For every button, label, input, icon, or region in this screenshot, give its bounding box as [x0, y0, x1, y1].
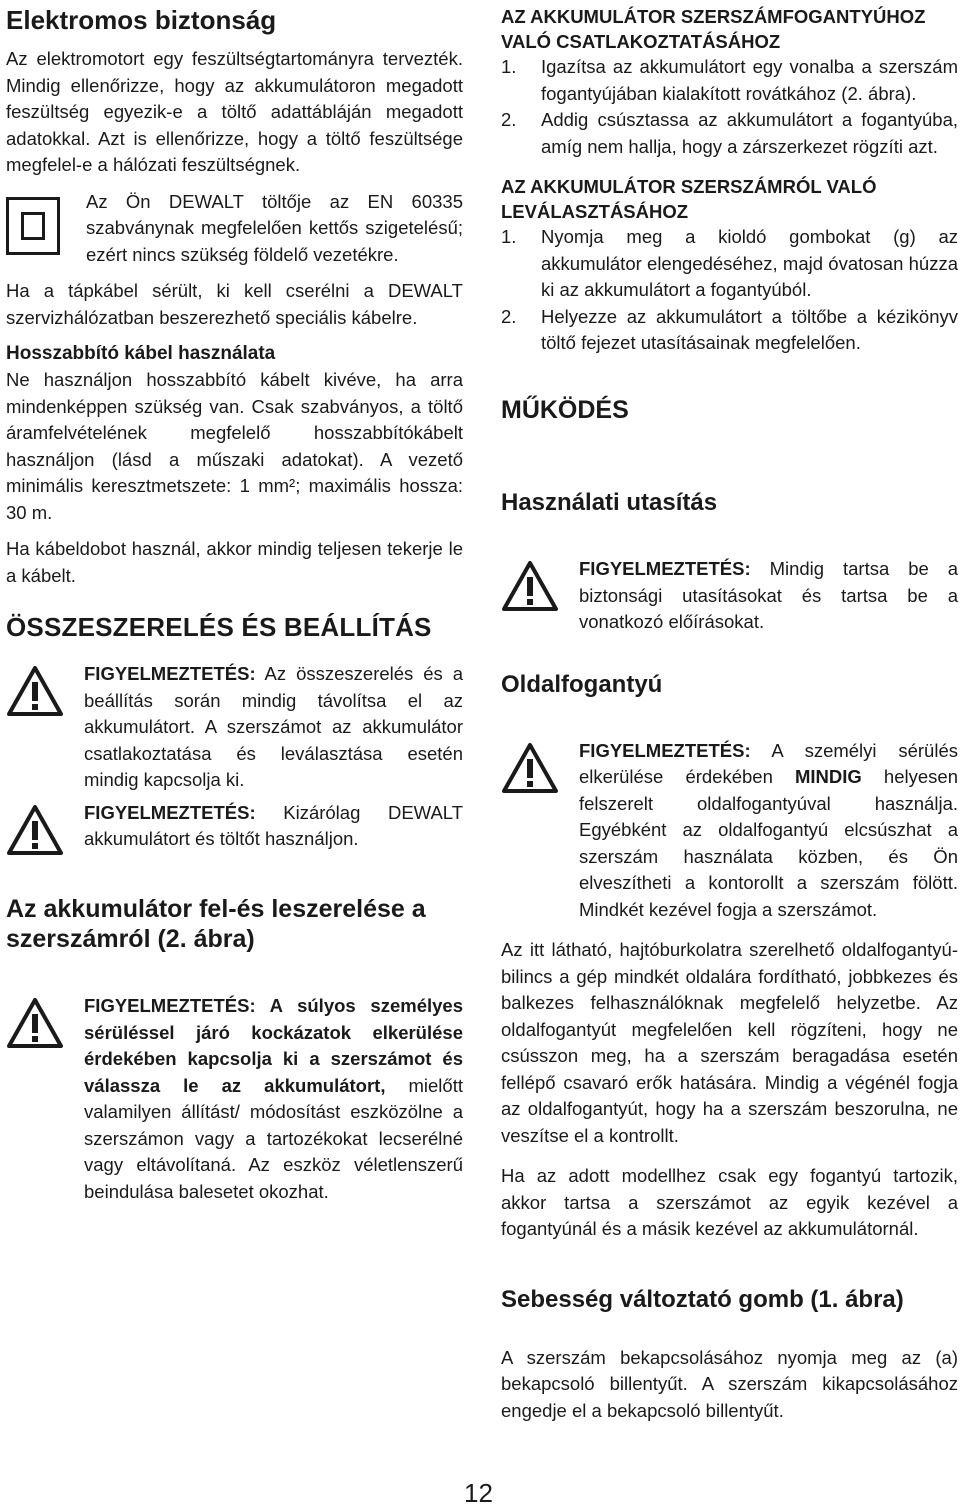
heading-side-handle: Oldalfogantyú — [501, 670, 663, 698]
warning-battery — [6, 993, 463, 1205]
heading-detach-battery: AZ AKKUMULÁTOR SZERSZÁMRÓL VALÓ LEVÁLASZTÁSÁHOZ — [501, 176, 877, 222]
detach-steps-list — [501, 224, 958, 357]
list-item: 1. Igazítsa az akkumulátort egy vonalba a szerszám fogantyújában kialakított rovátkához (2. ábra). — [501, 56, 958, 104]
warning-assembly-text: FIGYELMEZTETÉS: Az összeszerelés és a beállítás során mindig távolítsa el az akkumulátort. A szerszámot az akkumulátor csatlakoztatása és leválasztása esetén mindig kapcsolja ki. — [84, 663, 463, 790]
warning-label: FIGYELMEZTETÉS: — [84, 663, 256, 684]
double-insulation-text: Az Ön DEWALT töltője az EN 60335 szabványnak megfelelően kettős szigetelésű; ezért nincs szükség földelő vezetékre. — [86, 190, 463, 265]
list-item: 1. Nyomja meg a kioldó gombokat (g) az akkumulátor elengedéséhez, majd óvatosan húzza ki az akkumulátort a fogantyúból. — [501, 226, 958, 300]
warning-label: FIGYELMEZTETÉS: — [84, 995, 256, 1016]
warning-instructions — [501, 556, 958, 636]
warning-assembly — [6, 661, 463, 794]
right-column — [501, 4, 958, 1424]
heading-attach-battery: AZ AKKUMULÁTOR SZERSZÁMFOGANTYÚHOZ VALÓ CSATLAKOZTATÁSÁHOZ — [501, 6, 926, 52]
warning-label: FIGYELMEZTETÉS: — [84, 801, 256, 823]
extension-paragraph: Ne használjon hosszabbító kábelt kivéve, ha arra mindenképpen szükség van. Csak szabványos, a töltő áramfelvételének megfelelő hosszabbítókábelt használjon (lásd a műszaki adatokat). A vezető minimális keresztmetszete: 1 mm²; maximális hossza: 30 m. — [6, 369, 463, 523]
attach-steps-list — [501, 54, 958, 160]
warning-triangle-icon — [501, 560, 559, 612]
warning-label: FIGYELMEZTETÉS: — [579, 739, 751, 761]
heading-electrical-safety: Elektromos biztonság — [6, 5, 277, 35]
warning-triangle-icon — [6, 804, 64, 856]
heading-extension-cable: Hosszabbító kábel használata — [6, 343, 276, 364]
heading-battery-install: Az akkumulátor fel-és leszerelése a szerszámról (2. ábra) — [6, 895, 426, 954]
list-item: 2. Addig csúsztassa az akkumulátort a fogantyúba, amíg nem hallja, hogy a zárszerkezet rögzíti azt. — [501, 109, 958, 157]
warning-side-handle — [501, 738, 958, 924]
heading-speed-switch: Sebesség változtató gomb (1. ábra) — [501, 1285, 904, 1313]
single-handle-paragraph: Ha az adott modellhez csak egy fogantyú tartozik, akkor tartsa a szerszámot az egyik kezével a fogantyúnál és a másik kezével az akkumulátornál. — [501, 1165, 958, 1239]
cable-reel-paragraph: Ha kábeldobot használ, akkor mindig teljesen tekerje le a kábelt. — [6, 538, 463, 586]
double-insulation-icon — [6, 197, 66, 261]
warning-dewalt-text: FIGYELMEZTETÉS: Kizárólag DEWALT akkumulátort és töltőt használjon. — [84, 801, 463, 849]
warning-triangle-icon — [6, 665, 64, 717]
cable-paragraph: Ha a tápkábel sérült, ki kell cserélni a DEWALT szervizhálózatban beszerezhető speciális kábelre. — [6, 280, 463, 328]
list-item: 2. Helyezze az akkumulátort a töltőbe a kézikönyv töltő fejezet utasításainak megfelelően. — [501, 305, 958, 353]
warning-instructions-text: FIGYELMEZTETÉS: Mindig tartsa be a biztonsági utasításokat és tartsa be a vonatkozó előírásokat. — [579, 558, 958, 632]
handle-paragraph: Az itt látható, hajtóburkolatra szerelhető oldalfogantyú-bilincs a gép mindkét oldalára fordítható, jobbkezes és balkezes felhasználóknak megfelelő helyzetbe. Az oldalfogantyút megfelelően kell rögzíteni, hogy ne csússzon meg, ha a szerszám beragadása esetén fellépő csavaró erők hatására. Mindig a végénél fogja az oldalfogantyút, hogy ha a szerszám beszorulna, ne veszítse el a kontrollt. — [501, 939, 958, 1146]
warning-triangle-icon — [6, 997, 64, 1049]
double-insulation-block — [6, 189, 463, 269]
page-number: 12 — [464, 1478, 493, 1508]
warning-dewalt-only — [6, 800, 463, 856]
voltage-paragraph: Az elektromotort egy feszültségtartományra tervezték. Mindig ellenőrizze, hogy az akkumulátoron megadott feszültség egyezik-e a töltő adattábláján megadott adatokkal. Azt is ellenőrizze, hogy a töltő feszültsége megfelel-e a hálózati feszültségnek. — [6, 48, 463, 175]
warning-side-handle-text: FIGYELMEZTETÉS: A személyi sérülés elkerülése érdekében MINDIG helyesen felszerelt oldalfogantyúval használja. Egyébként az oldalfogantyú elcsúszhat a szerszám használata közben, és Ön elveszítheti a kontorollt a szerszám fölött. Mindkét kezével fogja a szerszámot. — [579, 739, 958, 920]
heading-assembly: ÖSSZESZERELÉS ÉS BEÁLLÍTÁS — [6, 612, 432, 642]
warning-battery-text: FIGYELMEZTETÉS: A súlyos személyes sérüléssel járó kockázatok elkerülése érdekében kapcsolja ki a szerszámot és válassza le az akkumulátort, mielőtt valamilyen állítást/ módosítást eszközölne a szerszámon vagy a tartozékokat lecserélné vagy eltávolítaná. Az eszköz véletlenszerű beindulása balesetet okozhat. — [84, 995, 463, 1202]
left-column — [6, 4, 463, 1205]
speed-paragraph: A szerszám bekapcsolásához nyomja meg az (a) bekapcsoló billentyűt. A szerszám kikapcsolásához engedje el a bekapcsoló billentyűt. — [501, 1346, 958, 1421]
warning-triangle-icon — [501, 742, 559, 794]
heading-instructions: Használati utasítás — [501, 489, 718, 516]
warning-label: FIGYELMEZTETÉS: — [579, 558, 751, 579]
heading-operation: MŰKÖDÉS — [501, 396, 629, 425]
